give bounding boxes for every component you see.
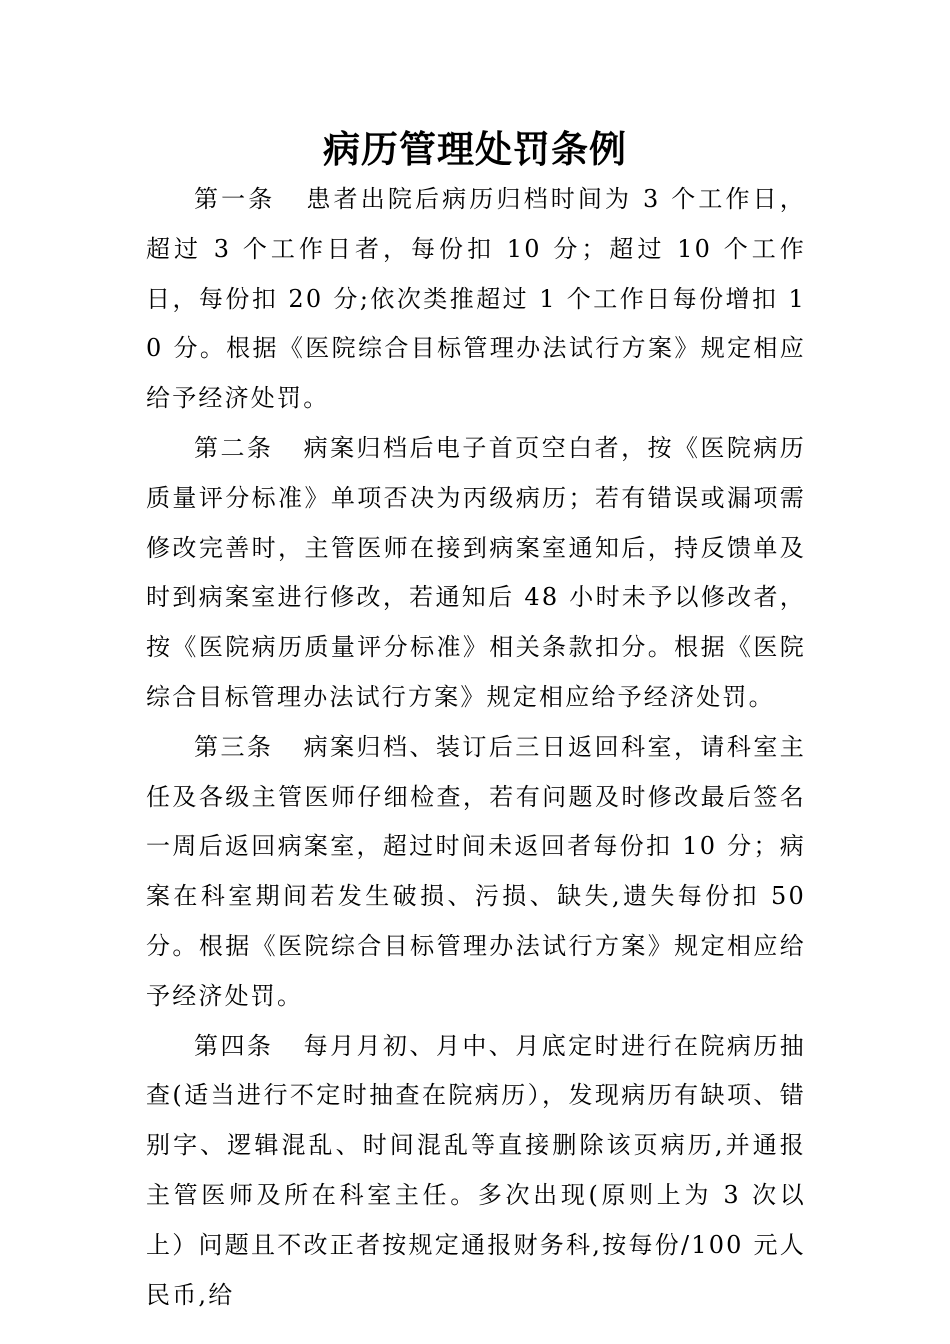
article-number: 第四条 bbox=[194, 1031, 274, 1060]
article-2 bbox=[146, 424, 806, 723]
article-number: 第一条 bbox=[194, 185, 276, 213]
article-number: 第二条 bbox=[194, 433, 274, 462]
article-3 bbox=[146, 723, 806, 1022]
article-text: 患者出院后病历归档时间为 3 个工作日，超过 3 个工作日者，每份扣 10 分；超过 10 个工作日，每份扣 20 分;依次类推超过 1 个工作日每份增扣 10 分。根据《医院综合目标管理办法试行方案》规定相应给予经济处罚。 bbox=[146, 185, 806, 413]
document-body bbox=[146, 175, 806, 1320]
article-number: 第三条 bbox=[194, 732, 274, 761]
document-title: 病历管理处罚条例 bbox=[323, 128, 627, 171]
article-1 bbox=[146, 175, 806, 424]
article-text: 每月月初、月中、月底定时进行在院病历抽查(适当进行不定时抽查在院病历），发现病历有缺项、错别字、逻辑混乱、时间混乱等直接删除该页病历,并通报主管医师及所在科室主任。多次出现(原则上为 3 次以上）问题且不改正者按规定通报财务科,按每份/100 元人民币,给 bbox=[146, 1031, 806, 1309]
article-text: 病案归档、装订后三日返回科室，请科室主任及各级主管医师仔细检查，若有问题及时修改最后签名一周后返回病案室，超过时间未返回者每份扣 10 分；病案在科室期间若发生破损、污损、缺失,遗失每份扣 50 分。根据《医院综合目标管理办法试行方案》规定相应给予经济处罚。 bbox=[146, 732, 806, 1010]
article-4 bbox=[146, 1022, 806, 1321]
article-text: 病案归档后电子首页空白者，按《医院病历质量评分标准》单项否决为丙级病历；若有错误或漏项需修改完善时，主管医师在接到病案室通知后，持反馈单及时到病案室进行修改，若通知后 48 小时未予以修改者，按《医院病历质量评分标准》相关条款扣分。根据《医院综合目标管理办法试行方案》规定相应给予经济处罚。 bbox=[146, 433, 806, 711]
